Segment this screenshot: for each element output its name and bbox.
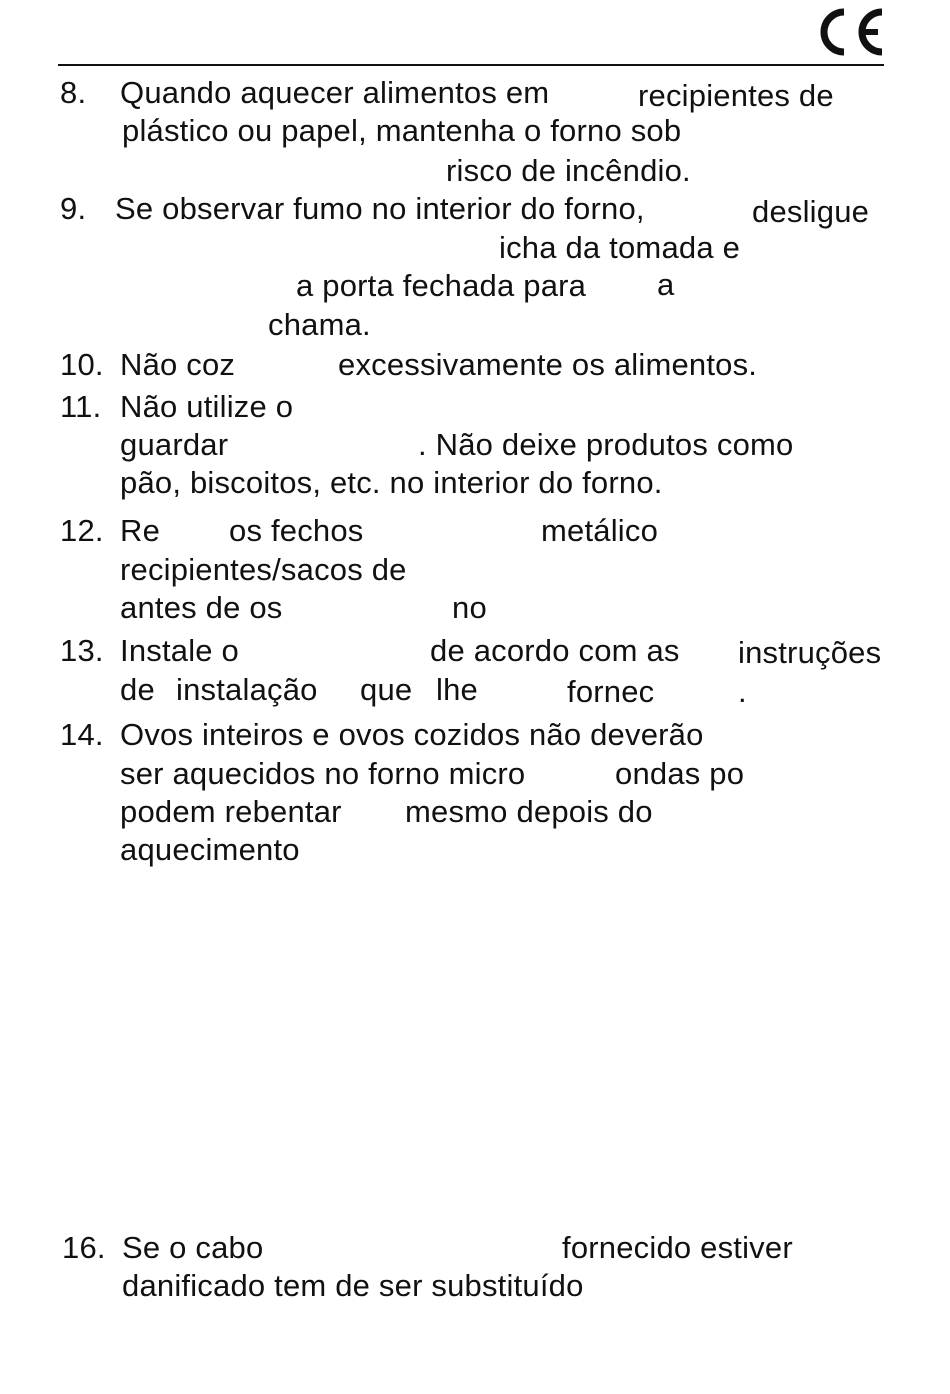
item-number-13: 13.	[60, 633, 104, 668]
item-14-text: aquecimento	[120, 832, 300, 867]
item-13-text: de acordo com as	[430, 633, 680, 668]
item-number-8: 8.	[60, 75, 87, 110]
item-13-text: que	[360, 672, 413, 707]
item-13-text: instruções	[738, 635, 882, 670]
item-number-11: 11.	[60, 389, 102, 424]
item-14-text: ondas po	[615, 756, 745, 791]
item-12-text: Re	[120, 513, 161, 548]
item-9-text: Se observar fumo no interior do forno,	[115, 191, 645, 226]
item-16-text: fornecido estiver	[562, 1230, 793, 1265]
item-13-text: Instale o	[120, 633, 239, 668]
item-10-text: excessivamente os alimentos.	[338, 347, 758, 382]
item-12-text: metálico	[541, 513, 659, 548]
item-14-text: Ovos inteiros e ovos cozidos não deverão	[120, 717, 704, 752]
item-8-text: risco de incêndio.	[446, 153, 691, 188]
item-9-text: a porta fechada para	[296, 268, 587, 303]
item-14-text: ser aquecidos no forno micro	[120, 756, 526, 791]
item-number-9: 9.	[60, 191, 87, 226]
item-11-text: pão, biscoitos, etc. no interior do forno.	[120, 465, 663, 500]
item-13-text: fornec	[567, 674, 655, 709]
item-13-text: de	[120, 672, 155, 707]
item-14-text: mesmo depois do	[405, 794, 653, 829]
header-divider	[58, 64, 884, 66]
item-9-text: a	[657, 267, 675, 302]
item-8-text: Quando aquecer alimentos em	[120, 75, 550, 110]
item-8-text: plástico ou papel, mantenha o forno sob	[122, 113, 682, 148]
item-11-text: . Não deixe produtos como	[418, 427, 794, 462]
ce-mark-logo	[810, 4, 890, 60]
item-9-text: desligue	[752, 194, 870, 229]
item-10-text: Não coz	[120, 347, 236, 382]
item-13-text: lhe	[436, 672, 478, 707]
item-12-text: recipientes/sacos de	[120, 552, 407, 587]
item-9-text: icha da tomada e	[499, 230, 741, 265]
item-number-10: 10.	[60, 347, 104, 382]
item-13-text: .	[738, 674, 747, 709]
item-number-16: 16.	[62, 1230, 106, 1265]
item-14-text: podem rebentar	[120, 794, 342, 829]
item-12-text: no	[452, 590, 487, 625]
item-11-text: guardar	[120, 427, 229, 462]
item-16-text: danificado tem de ser substituído	[122, 1268, 584, 1303]
item-8-text: recipientes de	[638, 78, 834, 113]
item-number-12: 12.	[60, 513, 104, 548]
item-number-14: 14.	[60, 717, 104, 752]
item-9-text: chama.	[268, 307, 371, 342]
item-13-text: instalação	[176, 672, 318, 707]
item-12-text: os fechos	[229, 513, 364, 548]
item-12-text: antes de os	[120, 590, 283, 625]
item-16-text: Se o cabo	[122, 1230, 264, 1265]
item-11-text: Não utilize o	[120, 389, 294, 424]
